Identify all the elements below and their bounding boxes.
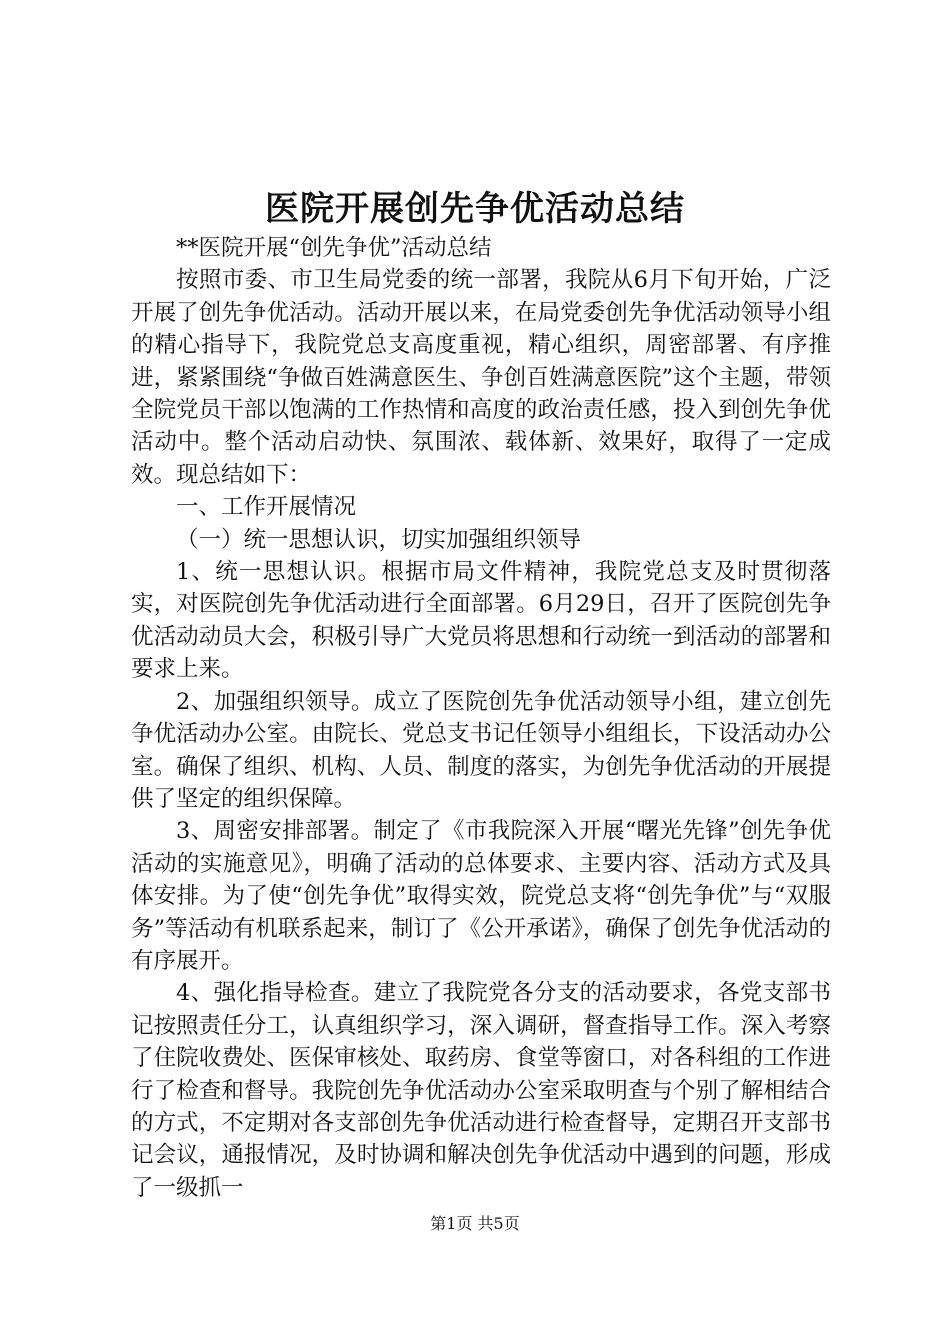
document-body (131, 232, 831, 1204)
paragraph-item-3: 3、周密安排部署。制定了《市我院深入开展“曙光先锋”创先争优活动的实施意见》，明确了活动的总体要求、主要内容、活动方式及具体安排。为了使“创先争优”取得实效，院党总支将“创先争优”与“双服务”等活动有机联系起来，制订了《公开承诺》，确保了创先争优活动的有序展开。 (131, 818, 831, 974)
paragraph-item-2: 2、加强组织领导。成立了医院创先争优活动领导小组，建立创先争优活动办公室。由院长、党总支书记任领导小组组长，下设活动办公室。确保了组织、机构、人员、制度的落实，为创先争优活动的开展提供了坚定的组织保障。 (131, 688, 831, 812)
page-footer: 第1页 共5页 (430, 1214, 520, 1233)
paragraph-item-4: 4、强化指导检查。建立了我院党各分支的活动要求，各党支部书记按照责任分工，认真组织学习，深入调研，督查指导工作。深入考察了住院收费处、医保审核处、取药房、食堂等窗口，对各科组的工作进行了检查和督导。我院创先争优活动办公室采取明查与个别了解相结合的方式，不定期对各支部创先争优活动进行检查督导，定期召开支部书记会议，通报情况，及时协调和解决创先争优活动中遇到的问题，形成了一级抓一 (131, 980, 831, 1201)
paragraph-item-1: 1、统一思想认识。根据市局文件精神，我院党总支及时贯彻落实，对医院创先争优活动进行全面部署。6月29日，召开了医院创先争优活动动员大会，积极引导广大党员将思想和行动统一到活动的部署和要求上来。 (131, 559, 831, 683)
paragraph-intro: 按照市委、市卫生局党委的统一部署，我院从6月下旬开始，广泛开展了创先争优活动。活动开展以来，在局党委创先争优活动领导小组的精心指导下，我院党总支高度重视，精心组织，周密部署、有序推进，紧紧围绕“争做百姓满意医生、争创百姓满意医院”这个主题，带领全院党员干部以饱满的工作热情和高度的政治责任感，投入到创先争优活动中。整个活动启动快、氛围浓、载体新、效果好，取得了一定成效。现总结如下： (131, 267, 831, 488)
document-subtitle: **医院开展“创先争优”活动总结 (176, 235, 492, 261)
subsection-heading: （一）统一思想认识，切实加强组织领导 (176, 526, 582, 553)
section-heading: 一、工作开展情况 (176, 494, 357, 521)
document-title: 医院开展创先争优活动总结 (265, 189, 685, 229)
